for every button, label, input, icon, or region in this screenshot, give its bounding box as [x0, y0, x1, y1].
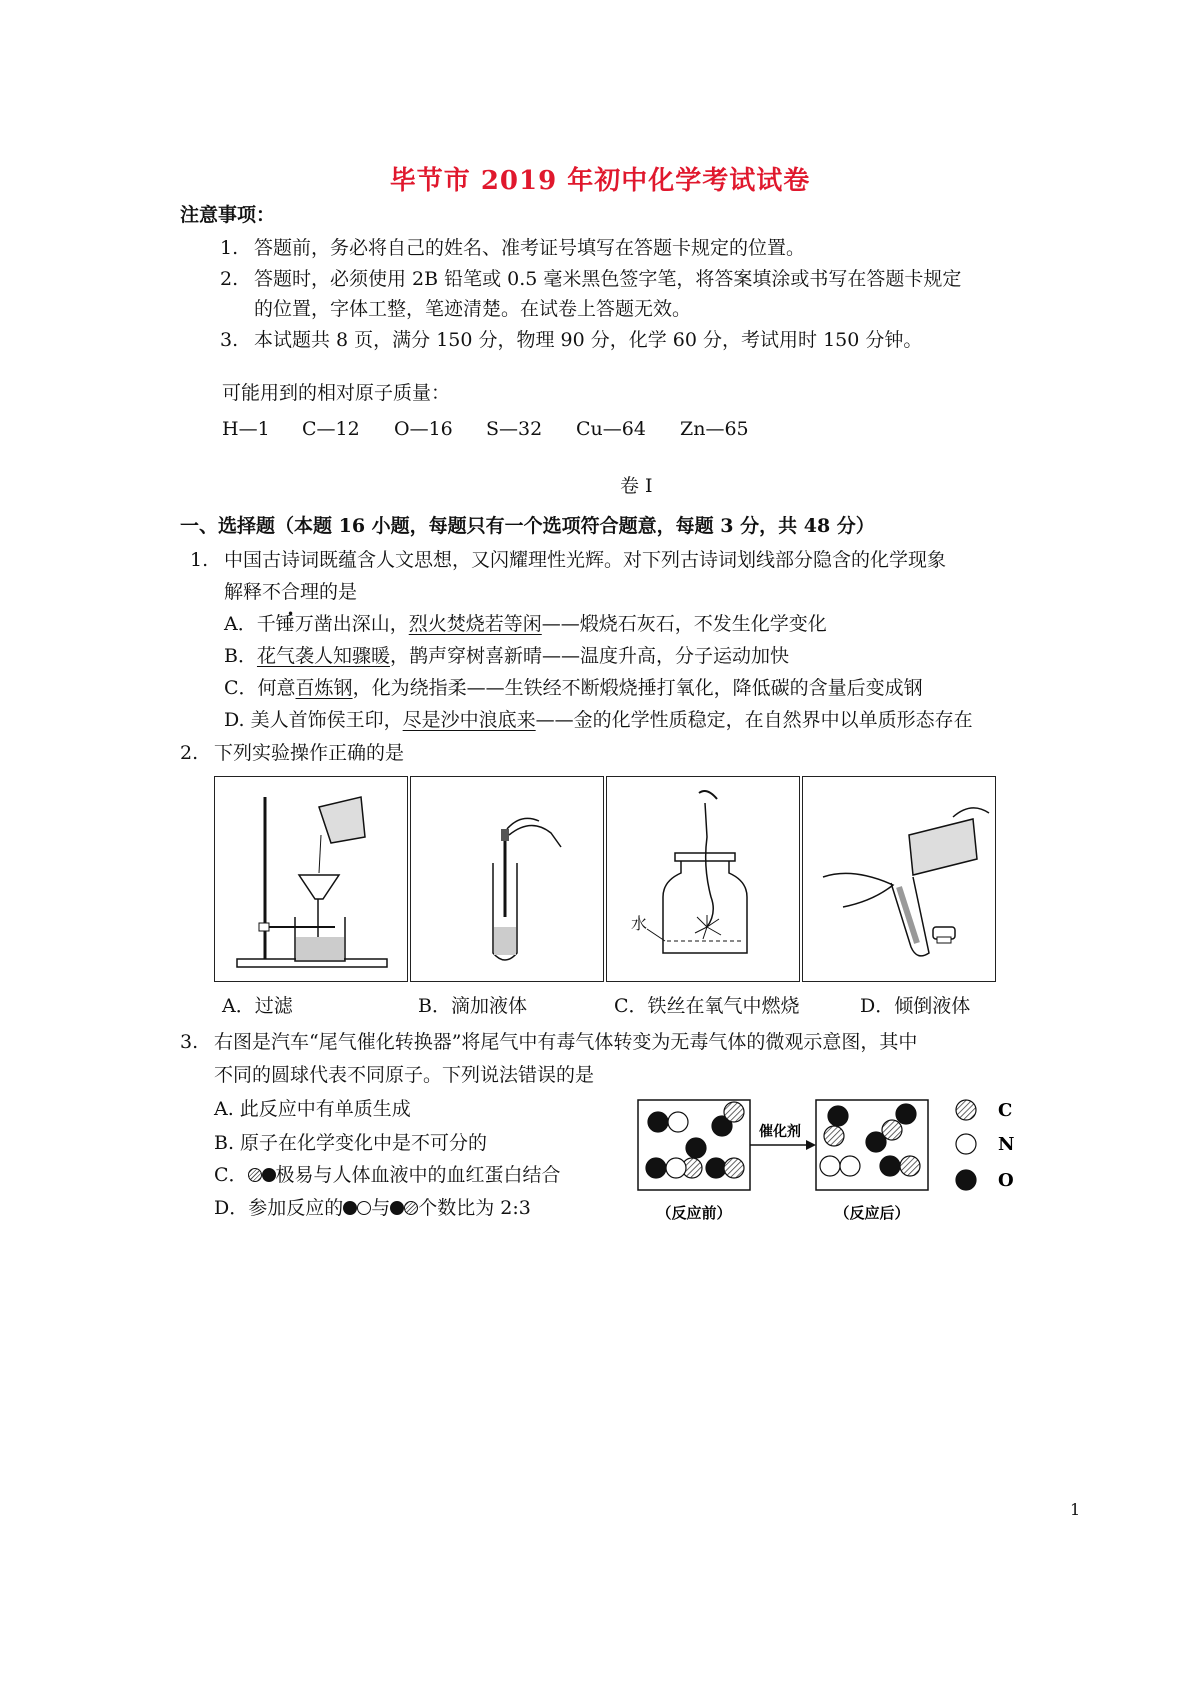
notice-item-num: 1.: [220, 237, 239, 259]
q1-option-d: [224, 705, 973, 735]
notice-item-text: 本试题共 8 页，满分 150 分，物理 90 分，化学 60 分，考试用时 150 分钟。: [254, 329, 923, 351]
page-title: 毕节市 2019 年初中化学考试试卷: [389, 166, 811, 196]
option-underlined: 烈火焚烧若等闲: [408, 613, 542, 635]
q1-stem-line2: [224, 577, 357, 607]
option-text: D. 美人首饰侯王印，: [224, 709, 403, 731]
q1-option-a: [224, 609, 827, 639]
q3-stem-line1: 右图是汽车“尾气催化转换器”将尾气中有毒气体转变为无毒气体的微观示意图，其中: [214, 1031, 918, 1053]
carbon-atom-icon: [248, 1168, 262, 1182]
after-label: （反应后）: [834, 1204, 910, 1222]
page-number: 1: [1070, 1500, 1081, 1519]
filtration-drawing: [215, 777, 407, 981]
q2-number: 2.: [180, 742, 199, 764]
q3-option-b: B. 原子在化学变化中是不可分的: [214, 1132, 488, 1154]
atomic-mass-h: H—1: [222, 418, 270, 440]
notice-item-text: 答题前，务必将自己的姓名、准考证号填写在答题卡规定的位置。: [254, 237, 806, 259]
option-text: 个数比为 2:3: [418, 1197, 531, 1219]
legend-oxygen-icon: [956, 1170, 976, 1190]
q3-stem-line2: 不同的圆球代表不同原子。下列说法错误的是: [214, 1064, 595, 1086]
q3-option-a: A. 此反应中有单质生成: [214, 1098, 411, 1120]
nitrogen-atom-icon: [357, 1201, 371, 1215]
notice-item-num: 2.: [220, 268, 239, 290]
atomic-mass-c: C—12: [302, 418, 360, 440]
atomic-mass-values: [222, 414, 749, 444]
caption-b: B．滴加液体: [418, 995, 527, 1017]
q1-option-b: [224, 641, 789, 671]
legend-c: C: [998, 1100, 1013, 1121]
q3-number: 3.: [180, 1031, 199, 1053]
atomic-mass-cu: Cu—64: [576, 418, 646, 440]
q1-option-c: [224, 673, 923, 703]
atomic-mass-label: 可能用到的相对原子质量：: [222, 382, 451, 404]
after-molecules: [820, 1104, 920, 1176]
notice-item-2: [220, 264, 961, 294]
option-text: ，化为绕指柔——生铁经不断煅烧捶打氧化，降低碳的含量后变成钢: [352, 677, 923, 699]
dropper-figure: [410, 776, 604, 982]
legend-nitrogen-icon: [956, 1134, 976, 1154]
q1-stem2-c: 的是: [319, 581, 358, 603]
q2-stem: [180, 738, 404, 768]
option-text: 与: [371, 1197, 391, 1219]
q1-stem-line1: 中国古诗词既蕴含人文思想，又闪耀理性光辉。对下列古诗词划线部分隐含的化学现象: [224, 549, 947, 571]
before-molecules: [646, 1102, 744, 1178]
option-text: C．: [214, 1164, 248, 1186]
notice-item-3: [220, 325, 922, 355]
option-text: ——煅烧石灰石，不发生化学变化: [541, 613, 827, 635]
atomic-mass-o: O—16: [394, 418, 453, 440]
reaction-diagram: [636, 1096, 1036, 1236]
option-text: C．何意: [224, 677, 296, 699]
iron-combustion-figure: [606, 776, 800, 982]
notice-item-1: [220, 233, 805, 263]
q2-stem-text: 下列实验操作正确的是: [214, 742, 405, 764]
q3-option-d: [214, 1193, 531, 1223]
option-text: ，鹊声穿树喜新晴——温度升高，分子运动加快: [389, 645, 789, 667]
option-text: D．参加反应的: [214, 1197, 344, 1219]
option-text: 极易与人体血液中的血红蛋白结合: [275, 1164, 561, 1186]
q1-stem2-emphasis: 不合理: [262, 581, 320, 603]
q3-stem: [180, 1027, 917, 1057]
notice-item-num: 3.: [220, 329, 239, 351]
legend-carbon-icon: [956, 1100, 976, 1120]
pouring-figure: [802, 776, 996, 982]
caption-d: D．倾倒液体: [860, 995, 971, 1017]
oxygen-atom-icon: [262, 1168, 276, 1182]
iron-combustion-drawing: [607, 777, 799, 981]
q1-stem: [190, 545, 946, 575]
carbon-atom-icon: [404, 1201, 418, 1215]
option-text: ——金的化学性质稳定，在自然界中以单质形态存在: [535, 709, 973, 731]
option-text: B．: [224, 645, 257, 667]
water-label: 水: [631, 914, 648, 933]
notice-item-text: 答题时，必须使用 2B 铅笔或 0.5 毫米黑色签字笔，将答案填涂或书写在答题卡规定: [254, 268, 962, 290]
pouring-drawing: [803, 777, 995, 981]
q3-option-c: [214, 1160, 561, 1190]
notice-heading: 注意事项：: [180, 204, 276, 226]
q1-stem2-a: 解释: [224, 581, 263, 603]
legend-o: O: [998, 1170, 1014, 1191]
filtration-figure: [214, 776, 408, 982]
caption-a: A．过滤: [222, 995, 293, 1017]
volume-heading: 卷 I: [620, 475, 653, 497]
option-underlined: 尽是沙中浪底来: [402, 709, 536, 731]
atomic-mass-s: S—32: [486, 418, 543, 440]
before-label: （反应前）: [656, 1204, 732, 1222]
catalyst-label: 催化剂: [759, 1124, 801, 1140]
caption-c: C．铁丝在氧气中燃烧: [614, 995, 800, 1017]
q1-number: 1.: [190, 549, 209, 571]
oxygen-atom-icon: [390, 1201, 404, 1215]
legend-markers: [956, 1100, 976, 1190]
legend-n: N: [998, 1134, 1015, 1155]
arrow-head: [806, 1140, 816, 1150]
option-underlined: 花气袭人知骤暖: [256, 645, 390, 667]
notice-item-2-cont: 的位置，字体工整，笔迹清楚。在试卷上答题无效。: [254, 298, 692, 320]
oxygen-atom-icon: [343, 1201, 357, 1215]
section-heading: 一、选择题（本题 16 小题，每题只有一个选项符合题意，每题 3 分，共 48 分）: [180, 515, 875, 537]
dropper-drawing: [411, 777, 603, 981]
option-text: A．千锤万凿出深山，: [224, 613, 409, 635]
atomic-mass-zn: Zn—65: [680, 418, 749, 440]
option-underlined: 百炼钢: [295, 677, 353, 699]
